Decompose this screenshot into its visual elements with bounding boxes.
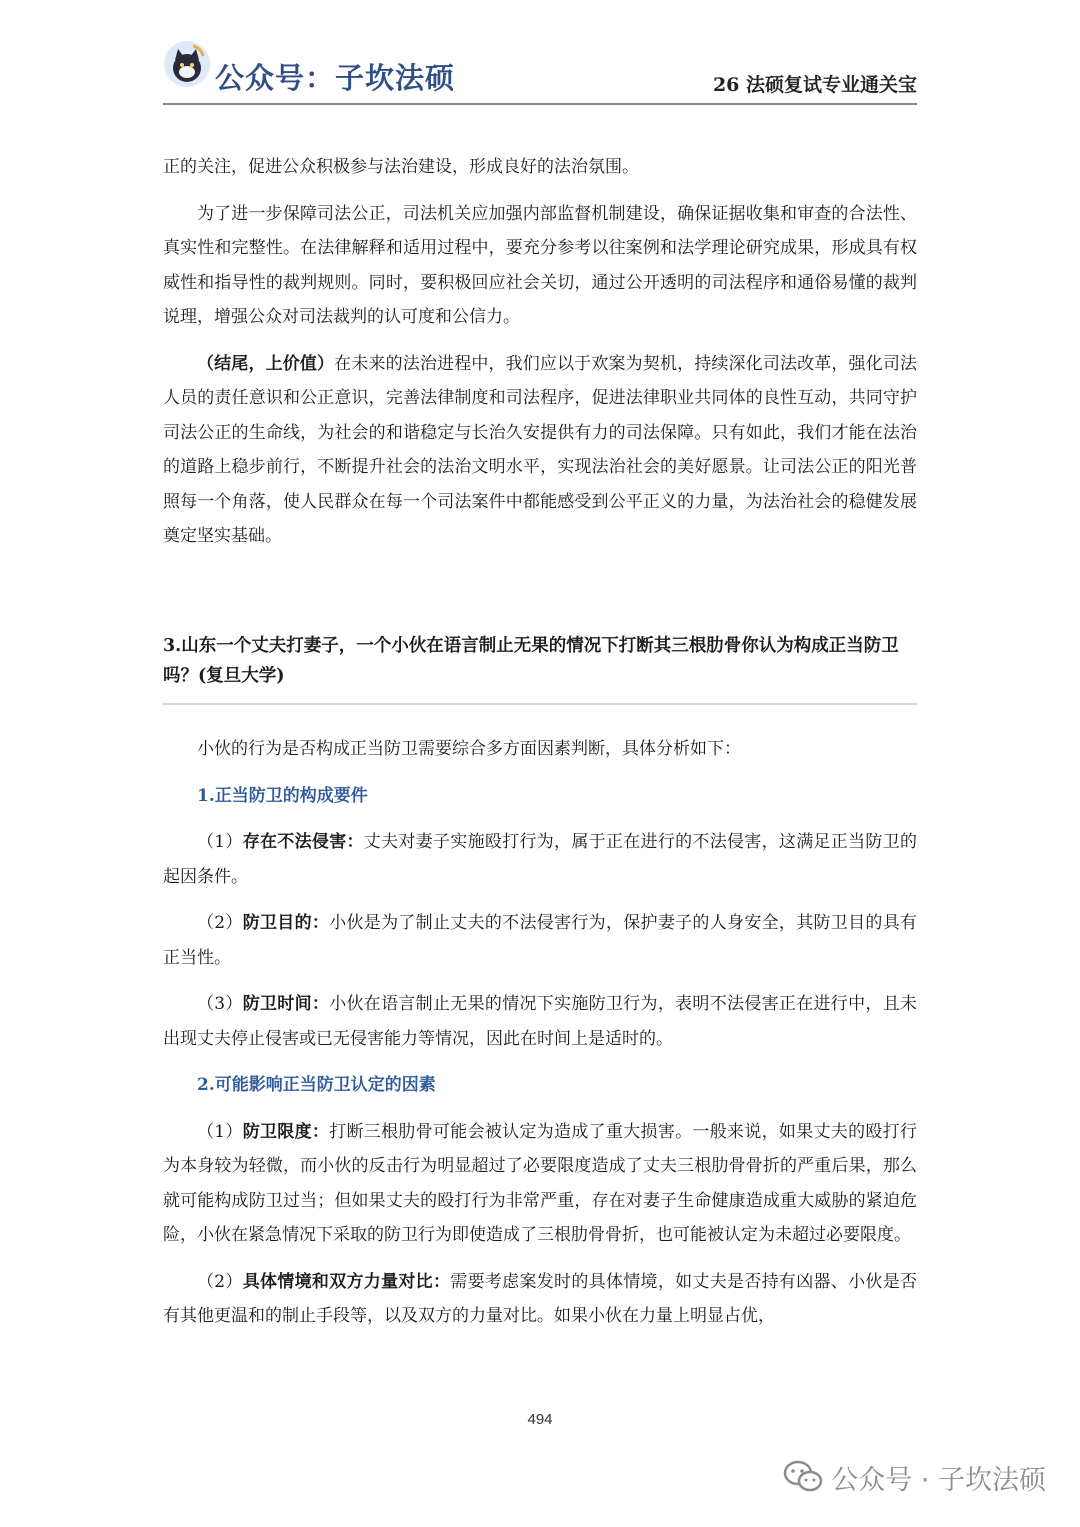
page-number: 494 xyxy=(527,1411,553,1428)
header-divider xyxy=(163,103,917,105)
brand-title: 公众号：子坎法硕 xyxy=(215,61,456,95)
wechat-icon xyxy=(783,1460,823,1494)
list-item: （2）具体情境和双方力量对比：需要考虑案发时的具体情境，如丈夫是否持有凶器、小伙是否有其他更温和的制止手段等，以及双方的力量对比。如果小伙在力量上明显占优， xyxy=(163,1271,917,1326)
paragraph-continuation: 正的关注，促进公众积极参与法治建设，形成良好的法治氛围。 xyxy=(163,157,639,177)
list-item: （1）存在不法侵害：丈夫对妻子实施殴打行为，属于正在进行的不法侵害，这满足正当防卫的起因条件。 xyxy=(163,832,917,887)
answer-section xyxy=(163,732,917,1334)
header-tagline: 26 法硕复试专业通关宝 xyxy=(712,74,917,96)
page-header xyxy=(163,38,917,106)
conclusion-label: （结尾，上价值） xyxy=(197,353,335,374)
list-item: （1）防卫限度：打断三根肋骨可能会被认定为造成了重大损害。一般来说，如果丈夫的殴打行为本身较为轻微，而小伙的反击行为明显超过了必要限度造成了丈夫三根肋骨骨折的严重后果，那么就可能构成防卫过当；但如果丈夫的殴打行为非常严重，存在对妻子生命健康造成重大威胁的紧迫危险，小伙在紧急情况下采取的防卫行为即使造成了三根肋骨骨折，也可能被认定为未超过必要限度。 xyxy=(163,1121,917,1245)
cat-mascot-logo xyxy=(163,40,211,88)
paragraph-conclusion xyxy=(163,347,917,554)
body-text xyxy=(163,150,917,554)
section-heading-factors: 2.可能影响正当防卫认定的因素 xyxy=(197,1075,436,1095)
answer-intro: 小伙的行为是否构成正当防卫需要综合多方面因素判断，具体分析如下： xyxy=(197,739,741,759)
question-divider xyxy=(163,703,917,705)
list-item: （3）防卫时间：小伙在语言制止无果的情况下实施防卫行为，表明不法侵害正在进行中，且未出现丈夫停止侵害或已无侵害能力等情况，因此在时间上是适时的。 xyxy=(163,994,917,1049)
question-title: 3.山东一个丈夫打妻子，一个小伙在语言制止无果的情况下打断其三根肋骨你认为构成正当防卫吗？(复旦大学) xyxy=(163,636,899,686)
conclusion-text: 在未来的法治进程中，我们应以于欢案为契机，持续深化司法改革，强化司法人员的责任意识和公正意识，完善法律制度和司法程序，促进法律职业共同体的良性互动，共同守护司法公正的生命线，为社会的和谐稳定与长治久安提供有力的司法保障。只有如此，我们才能在法治的道路上稳步前行，不断提升社会的法治文明水平，实现法治社会的美好愿景。让司法公正的阳光普照每一个角落，使人民群众在每一个司法案件中都能感受到公平正义的力量，为法治社会的稳健发展奠定坚实基础。 xyxy=(163,353,917,546)
watermark-text: 公众号 · 子坎法硕 xyxy=(831,1464,1046,1496)
section-heading-elements: 1.正当防卫的构成要件 xyxy=(197,785,368,806)
list-item: （2）防卫目的：小伙是为了制止丈夫的不法侵害行为，保护妻子的人身安全，其防卫目的具有正当性。 xyxy=(163,913,917,968)
paragraph-judicial-fairness: 为了进一步保障司法公正，司法机关应加强内部监督机制建设，确保证据收集和审查的合法性、真实性和完整性。在法律解释和适用过程中，要充分参考以往案例和法学理论研究成果，形成具有权威性和指导性的裁判规则。同时，要积极回应社会关切，通过公开透明的司法程序和通俗易懂的裁判说理，增强公众对司法裁判的认可度和公信力。 xyxy=(163,203,917,327)
wechat-watermark xyxy=(783,1457,1046,1497)
